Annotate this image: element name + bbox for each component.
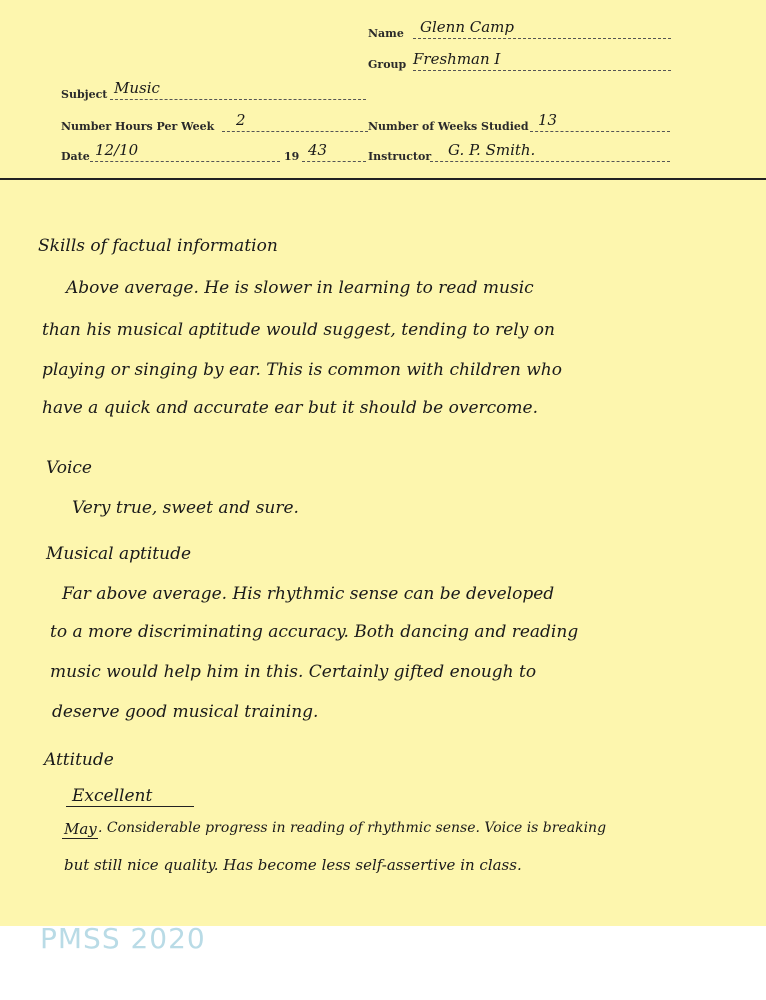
may-underline — [62, 838, 98, 839]
weeks-label: Number of Weeks Studied — [368, 120, 529, 133]
instructor-line — [430, 161, 670, 162]
hours-label: Number Hours Per Week — [61, 120, 215, 133]
aptitude-line-4: deserve good musical training. — [52, 702, 319, 722]
instructor-value: G. P. Smith. — [448, 141, 536, 159]
skills-heading: Skills of factual information — [38, 236, 278, 256]
year-prefix: 19 — [284, 150, 300, 163]
group-line — [413, 70, 671, 71]
instructor-label: Instructor — [368, 150, 432, 163]
weeks-value: 13 — [538, 111, 558, 129]
subject-line — [110, 99, 366, 100]
date-line — [90, 161, 280, 162]
year-line — [302, 161, 366, 162]
skills-line-1: Above average. He is slower in learning to read music — [66, 278, 534, 298]
attitude-underline — [66, 806, 194, 807]
aptitude-heading: Musical aptitude — [46, 544, 192, 564]
skills-line-3: playing or singing by ear. This is common with children who — [42, 360, 562, 380]
aptitude-line-2: to a more discriminating accuracy. Both dancing and reading — [50, 622, 579, 642]
date-label: Date — [61, 150, 90, 163]
name-line — [413, 38, 671, 39]
group-label: Group — [368, 58, 407, 71]
weeks-line — [530, 131, 670, 132]
skills-line-2: than his musical aptitude would suggest, tending to rely on — [42, 320, 555, 340]
may-line-2: but still nice quality. Has become less self-assertive in class. — [64, 856, 522, 874]
group-value: Freshman I — [413, 50, 501, 68]
year-value: 43 — [308, 141, 328, 159]
hours-value: 2 — [236, 111, 246, 129]
name-value: Glenn Camp — [420, 18, 514, 36]
voice-line-1: Very true, sweet and sure. — [72, 498, 299, 518]
hours-line — [222, 131, 368, 132]
attitude-value: Excellent — [72, 786, 153, 806]
aptitude-line-3: music would help him in this. Certainly gifted enough to — [50, 662, 537, 682]
voice-heading: Voice — [46, 458, 92, 478]
attitude-heading: Attitude — [44, 750, 114, 770]
skills-line-4: have a quick and accurate ear but it should be overcome. — [42, 398, 538, 418]
watermark: PMSS 2020 — [40, 922, 206, 955]
name-label: Name — [368, 27, 404, 40]
may-line-1: . Considerable progress in reading of rhythmic sense. Voice is breaking — [98, 820, 607, 836]
header-divider — [0, 178, 766, 180]
may-label: May — [64, 820, 97, 838]
subject-value: Music — [114, 79, 160, 97]
date-value: 12/10 — [95, 141, 139, 159]
aptitude-line-1: Far above average. His rhythmic sense can be developed — [62, 584, 555, 604]
subject-label: Subject — [61, 88, 108, 101]
